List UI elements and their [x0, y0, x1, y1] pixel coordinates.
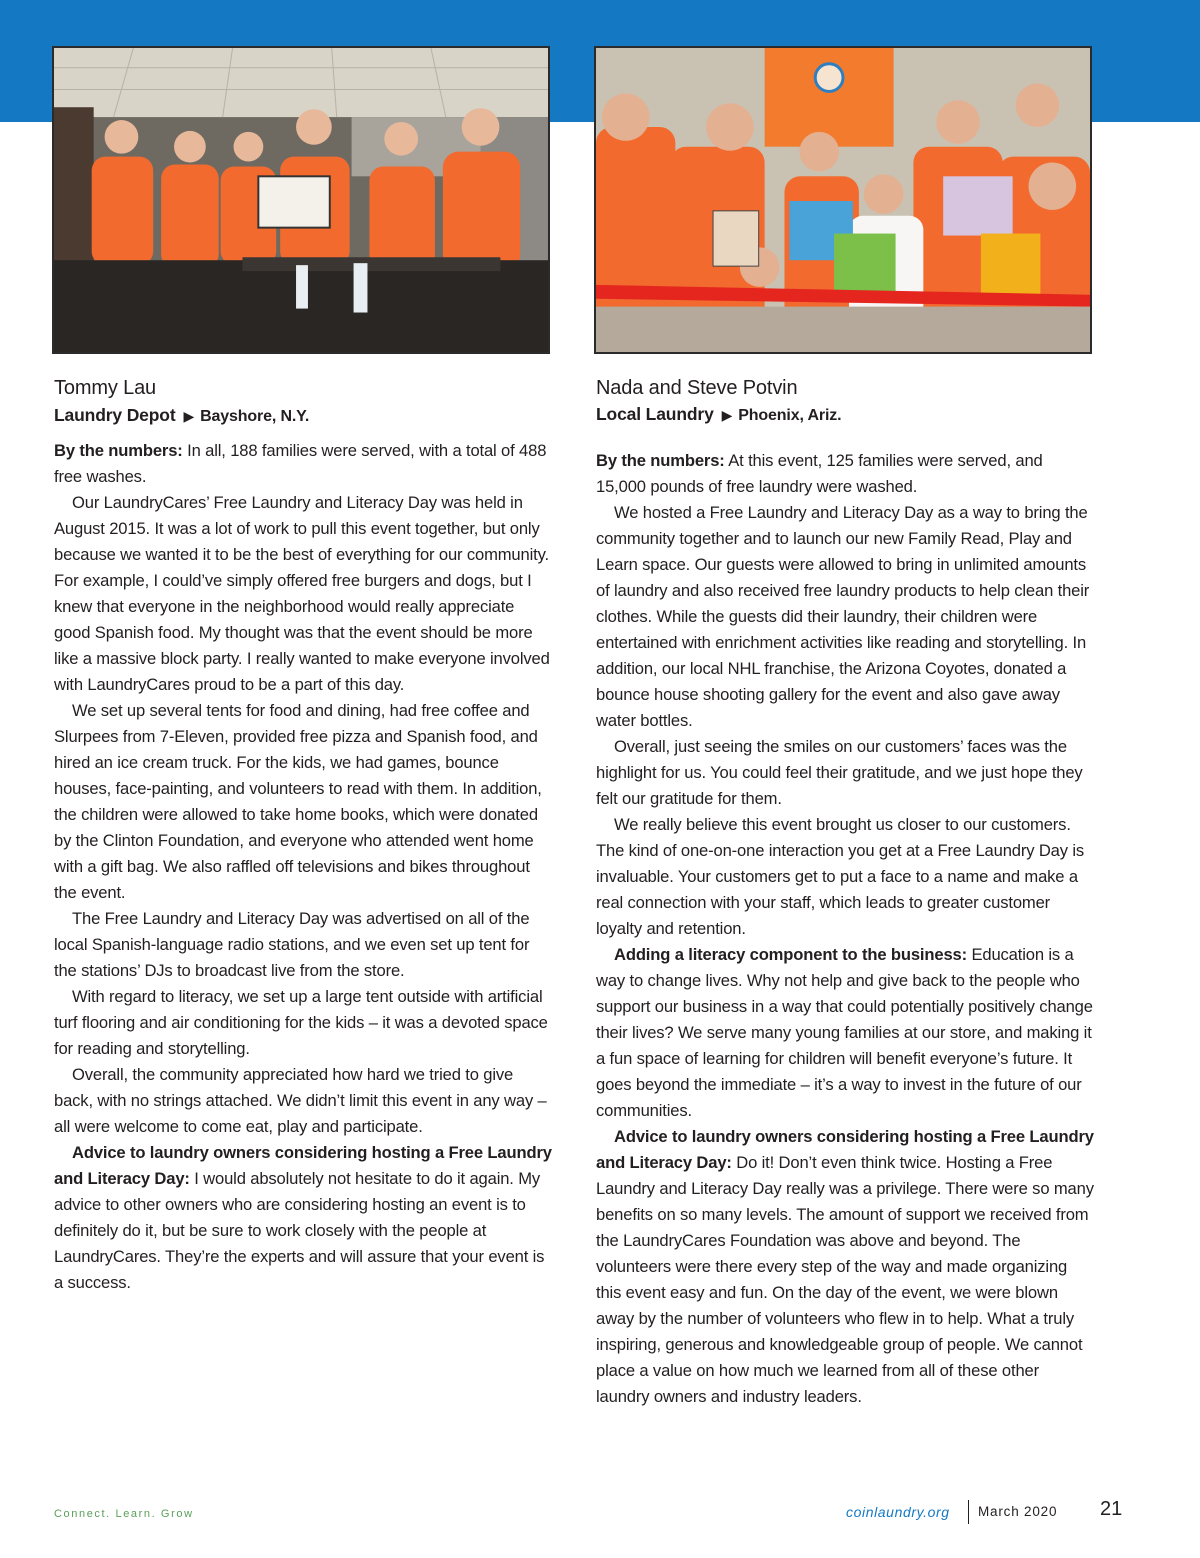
footer-website: coinlaundry.org	[846, 1504, 950, 1520]
footer-issue-date: March 2020	[978, 1504, 1058, 1519]
advice-text: I would absolutely not hesitate to do it again. My advice to other owners who are considering hosting an event is to definitely do it, but be sure to work closely with the people at LaundryCares. They’re the experts and will assure that your event is a success.	[54, 1169, 545, 1292]
photo-local-laundry-group	[594, 46, 1092, 354]
numbers-label: By the numbers:	[596, 451, 725, 470]
numbers-text: At this event, 125 families were served, and 15,000 pounds of free laundry were washed.	[596, 451, 1043, 496]
advice-paragraph	[596, 1124, 1096, 1410]
numbers-paragraph	[54, 438, 554, 490]
business-location: Bayshore, N.Y.	[200, 408, 310, 425]
page-footer	[0, 1500, 1200, 1530]
business-name: Laundry Depot	[54, 405, 176, 425]
advice-text: Do it! Don’t even think twice. Hosting a Free Laundry and Literacy Day really was a privilege. There were so many benefits on so many levels. The amount of support we received from the LaundryCares Foundation was above and beyond. The volunteers were there every step of the way and made organizing this event easy and fun. On the day of the event, we were blown away by the number of volunteers who flew in to help. What a truly inspiring, generous and knowledgeable group of people. We cannot place a value on how much we learned from all of these other laundry owners and industry leaders.	[596, 1153, 1094, 1406]
business-line	[54, 400, 554, 432]
body-paragraph: Overall, the community appreciated how hard we tried to give back, with no strings attached. We didn’t limit this event in any way – all were welcome to come eat, play and participate.	[54, 1065, 547, 1136]
literacy-text: Education is a way to change lives. Why not help and give back to the people who support our business in a way that could potentially positively change their lives? We serve many young families at our store, and making it a fun space of learning for children will benefit everyone’s future. It goes beyond the immediate – it’s a way to invest in the future of our communities.	[596, 945, 1093, 1120]
literacy-label: Adding a literacy component to the business:	[614, 945, 967, 964]
body-paragraph: The Free Laundry and Literacy Day was advertised on all of the local Spanish-language radio stations, and we even set up tent for the stations’ DJs to broadcast live from the store.	[54, 909, 530, 980]
column-laundry-depot	[54, 376, 554, 1296]
arrow-right-icon: ▶	[721, 407, 733, 423]
body-paragraph: Overall, just seeing the smiles on our customers’ faces was the highlight for us. You could feel their gratitude, and we just hope they felt our gratitude for them.	[596, 737, 1083, 808]
business-location: Phoenix, Ariz.	[738, 407, 842, 424]
advice-paragraph	[54, 1140, 554, 1296]
body-paragraph: We hosted a Free Laundry and Literacy Day as a way to bring the community together and to launch our new Family Read, Play and Learn space. Our guests were allowed to bring in unlimited amounts of laundry and also received free laundry products to help clean their clothes. While the guests did their laundry, their children were entertained with enrichment activities like reading and storytelling. In addition, our local NHL franchise, the Arizona Coyotes, donated a bounce house shooting gallery for the event and also gave away water bottles.	[596, 503, 1090, 730]
owner-name: Nada and Steve Potvin	[596, 377, 798, 399]
photo-laundry-depot-group	[52, 46, 550, 354]
numbers-label: By the numbers:	[54, 441, 183, 460]
literacy-paragraph	[596, 942, 1096, 1124]
body-paragraph: We set up several tents for food and dining, had free coffee and Slurpees from 7-Eleven, provided free pizza and Spanish food, and hired an ice cream truck. For the kids, we had games, bounce houses, face-painting, and volunteers to read with them. In addition, the children were allowed to take home books, which were donated by the Clinton Foundation, and everyone who attended went home with a gift bag. We also raffled off televisions and bikes throughout the event.	[54, 701, 542, 902]
column-local-laundry	[596, 376, 1096, 1410]
business-line	[596, 400, 1096, 430]
advice-label: Advice to laundry owners considering hosting a Free Laundry and Literacy Day:	[54, 1143, 552, 1188]
body-paragraph: We really believe this event brought us closer to our customers. The kind of one-on-one interaction you get at a Free Laundry Day is invaluable. Your customers get to put a face to a name and make a real connection with your staff, which leads to greater customer loyalty and retention.	[596, 815, 1085, 938]
business-name: Local Laundry	[596, 404, 714, 424]
advice-label: Advice to laundry owners considering hosting a Free Laundry and Literacy Day:	[596, 1127, 1094, 1172]
numbers-paragraph	[596, 448, 1096, 500]
arrow-right-icon: ▶	[183, 408, 195, 424]
body-paragraph: Our LaundryCares’ Free Laundry and Literacy Day was held in August 2015. It was a lot of work to pull this event together, but only because we wanted it to be the best of everything for our community. For example, I could’ve simply offered free burgers and dogs, but I knew that everyone in the neighborhood would really appreciate good Spanish food. My thought was that the event should be more like a massive block party. I really wanted to make everyone involved with LaundryCares proud to be a part of this day.	[54, 493, 550, 694]
page-number: 21	[1100, 1498, 1123, 1520]
numbers-text: In all, 188 families were served, with a total of 488 free washes.	[54, 441, 547, 486]
body-paragraph: With regard to literacy, we set up a large tent outside with artificial turf flooring and air conditioning for the kids – it was a devoted space for reading and storytelling.	[54, 987, 548, 1058]
footer-tagline: Connect. Learn. Grow	[54, 1508, 194, 1520]
footer-divider	[968, 1500, 969, 1524]
owner-name: Tommy Lau	[54, 377, 157, 399]
